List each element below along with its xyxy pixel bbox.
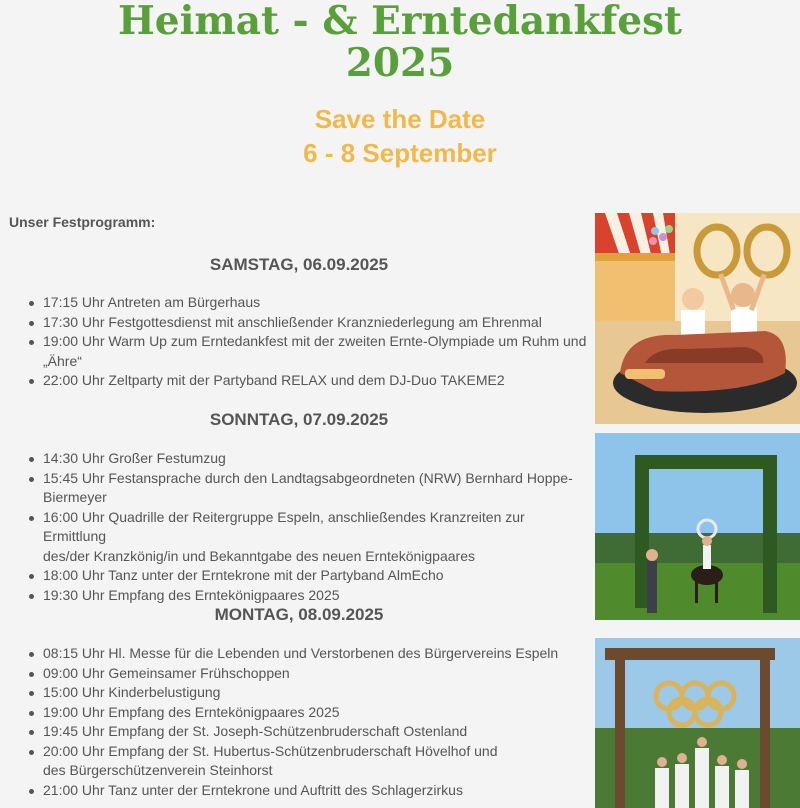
- olympic-rings-gate-photo: [595, 638, 800, 808]
- list-item: 15:00 Uhr Kinderbelustigung: [43, 683, 588, 703]
- bumper-car-illustration: [595, 213, 800, 424]
- title-line-1: Heimat - & Erntedankfest: [117, 0, 683, 44]
- day-heading-saturday: SAMSTAG, 06.09.2025: [209, 255, 389, 274]
- list-item: 19:45 Uhr Empfang der St. Joseph-Schützenbruderschaft Ostenland: [43, 722, 588, 742]
- day-heading-sunday: SONNTAG, 07.09.2025: [209, 410, 389, 429]
- list-item: 17:15 Uhr Antreten am Bürgerhaus: [43, 293, 588, 313]
- page-title: [0, 0, 800, 84]
- list-item: 15:45 Uhr Festansprache durch den Landtagsabgeordneten (NRW) Bernhard Hoppe- Biermeyer: [43, 469, 588, 508]
- list-item: 16:00 Uhr Quadrille der Reitergruppe Espeln, anschließendes Kranzreiten zur Ermittlung des/der Kranzkönig/in und Bekanntgabe des neuen Erntekönigpaares: [43, 508, 588, 567]
- day-heading-monday: MONTAG, 08.09.2025: [214, 605, 384, 624]
- list-item: 19:30 Uhr Empfang des Erntekönigpaares 2025: [43, 586, 588, 606]
- list-item: 14:30 Uhr Großer Festumzug: [43, 449, 588, 469]
- list-item: 21:00 Uhr Tanz unter der Erntekrone und Auftritt des Schlagerzirkus: [43, 781, 588, 801]
- flower-arch-rider-photo: [595, 433, 800, 620]
- save-the-date-label: Save the Date: [314, 104, 486, 134]
- list-item: 19:00 Uhr Warm Up zum Erntedankfest mit der zweiten Ernte-Olympiade um Ruhm und „Ähre“: [43, 332, 588, 371]
- list-item: 19:00 Uhr Empfang des Erntekönigpaares 2025: [43, 703, 588, 723]
- list-item: 18:00 Uhr Tanz unter der Erntekrone mit der Partyband AlmEcho: [43, 566, 588, 586]
- list-item: 22:00 Uhr Zeltparty mit der Partyband RELAX und dem DJ-Duo TAKEME2: [43, 371, 588, 391]
- sunday-program-list: [43, 449, 588, 605]
- monday-program-list: [43, 644, 588, 800]
- list-item: 09:00 Uhr Gemeinsamer Frühschoppen: [43, 664, 588, 684]
- saturday-program-list: [43, 293, 588, 391]
- list-item: 20:00 Uhr Empfang der St. Hubertus-Schützenbruderschaft Hövelhof und des Bürgerschützenverein Steinhorst: [43, 742, 588, 781]
- list-item: 17:30 Uhr Festgottesdienst mit anschließender Kranzniederlegung am Ehrenmal: [43, 313, 588, 333]
- list-item: 08:15 Uhr Hl. Messe für die Lebenden und Verstorbenen des Bürgervereins Espeln: [43, 644, 588, 664]
- program-intro: Unser Festprogramm:: [9, 214, 156, 230]
- save-the-date-block: [0, 102, 800, 170]
- date-range: 6 - 8 September: [303, 138, 497, 168]
- title-line-2: 2025: [345, 40, 455, 86]
